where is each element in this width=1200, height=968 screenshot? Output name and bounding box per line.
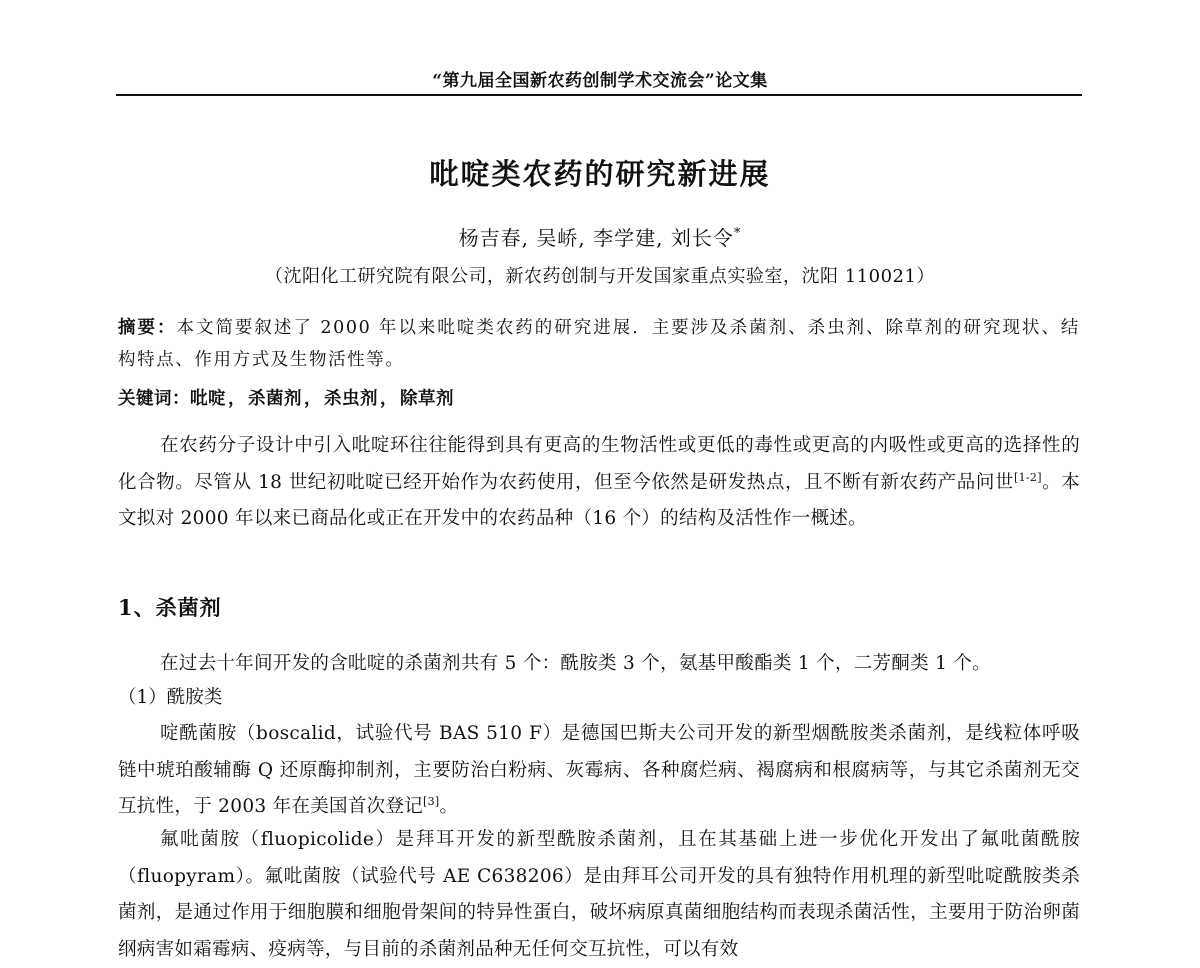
section-heading-fungicides: 1、杀菌剂	[118, 595, 222, 620]
fluopicolide-paragraph: 氟吡菌胺（fluopicolide）是拜耳开发的新型酰胺杀菌剂，且在其基础上进一步优化开发出了氟吡菌酰胺（fluopyram）。氟吡菌胺（试验代号 AE C638206）是由拜耳公司开发的具有独特作用机理的新型吡啶酰胺类杀菌剂，是通过作用于细胞膜和细胞骨架间的特异性蛋白，破坏病原真菌细胞结构而表现杀菌活性，主要用于防治卵菌纲病害如霜霉病、疫病等，与目前的杀菌剂品种无任何交互抗性，可以有效	[118, 829, 1080, 960]
header-rule	[116, 94, 1082, 96]
subsection-heading-amides: （1）酰胺类	[118, 687, 223, 708]
keyword-separator: ，	[228, 389, 246, 409]
keyword-item: 吡啶	[190, 389, 226, 409]
author-list	[118, 222, 1082, 251]
keyword-item: 杀虫剂	[324, 389, 378, 409]
citation-ref: [3]	[423, 795, 440, 808]
corresponding-author-mark: *	[733, 226, 742, 241]
author-names: 杨吉春, 吴峤, 李学建, 刘长令	[458, 226, 734, 250]
citation-ref: [1-2]	[1014, 470, 1042, 484]
abstract	[118, 312, 1080, 376]
abstract-label: 摘要：	[118, 318, 177, 338]
keyword-separator: ，	[304, 389, 322, 409]
fungicides-intro-paragraph: 在过去十年间开发的含吡啶的杀菌剂共有 5 个：酰胺类 3 个，氨基甲酸酯类 1 个，二芳酮类 1 个。	[160, 653, 991, 674]
keywords	[118, 384, 1080, 414]
keywords-label: 关键词：	[118, 389, 190, 409]
intro-text-continued: 。本文拟对 2000 年以来已商品化或正在开发中的农药品种（16 个）的结构及活性作一概述。	[118, 471, 1080, 529]
abstract-text: 本文简要叙述了 2000 年以来吡啶类农药的研究进展．主要涉及杀菌剂、杀虫剂、除草剂的研究现状、结构特点、作用方式及生物活性等。	[118, 318, 1080, 370]
boscalid-text: 啶酰菌胺（boscalid，试验代号 BAS 510 F）是德国巴斯夫公司开发的新型烟酰胺类杀菌剂，是线粒体呼吸链中琥珀酸辅酶 Q 还原酶抑制剂，主要防治白粉病、灰霉病、各种腐烂病、褐腐病和根腐病等，与其它杀菌剂无交互抗性，于 2003 年在美国首次登记	[118, 723, 1080, 817]
keyword-item: 杀菌剂	[248, 389, 302, 409]
keyword-separator: ，	[380, 389, 398, 409]
keyword-item: 除草剂	[400, 389, 454, 409]
boscalid-text-end: 。	[439, 796, 459, 817]
running-header: “第九届全国新农药创制学术交流会”论文集	[432, 71, 768, 91]
intro-text: 在农药分子设计中引入吡啶环往往能得到具有更高的生物活性或更低的毒性或更高的内吸性或更高的选择性的化合物。尽管从 18 世纪初吡啶已经开始作为农药使用，但至今依然是研发热点，且不断有新农药产品问世	[118, 435, 1080, 493]
author-affiliation: （沈阳化工研究院有限公司，新农药创制与开发国家重点实验室，沈阳 110021）	[265, 266, 935, 287]
boscalid-paragraph	[118, 716, 1080, 826]
intro-paragraph	[118, 428, 1080, 538]
article-title: 吡啶类农药的研究新进展	[429, 157, 771, 191]
